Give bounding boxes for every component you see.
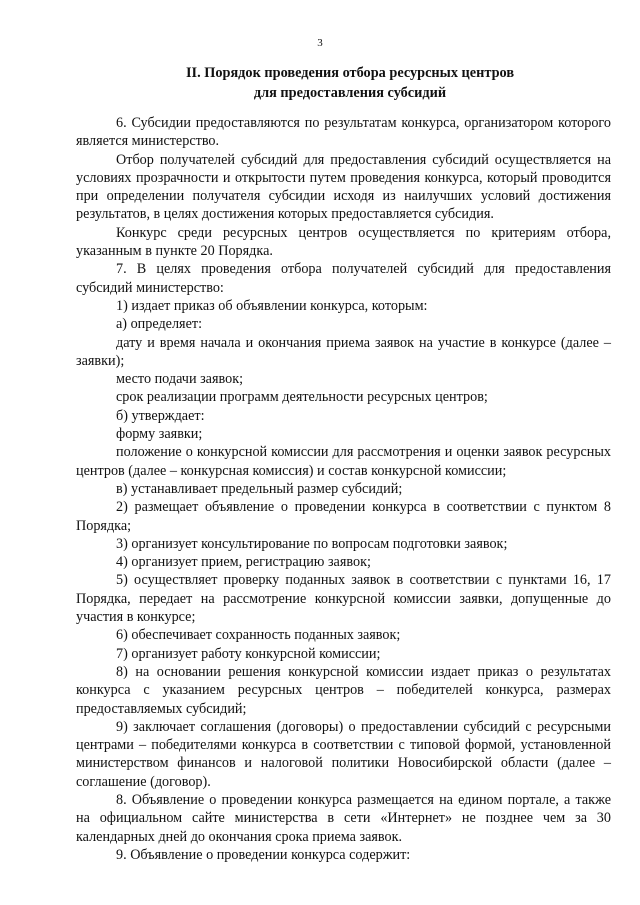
paragraph: Конкурс среди ресурсных центров осуществляется по критериям отбора, указанным в пункте 20 Порядка.: [76, 224, 611, 260]
paragraph: в) устанавливает предельный размер субсидий;: [116, 480, 403, 497]
paragraph: 8. Объявление о проведении конкурса размещается на едином портале, а также на официальном сайте министерства в сети «Интернет» не позднее чем за 30 календарных дней до окончания срока приема заявок.: [76, 791, 611, 845]
paragraph: 9) заключает соглашения (договоры) о предоставлении субсидий с ресурсными центрами – победителями конкурса в соответствии с типовой формой, установленной министерством финансов и налоговой политики Новосибирской области (далее – соглашение (договор).: [76, 718, 611, 790]
paragraph: 7. В целях проведения отбора получателей субсидий для предоставления субсидий министерство:: [76, 261, 611, 296]
paragraph: срок реализации программ деятельности ресурсных центров;: [116, 389, 488, 406]
paragraph: 9. Объявление о проведении конкурса содержит:: [116, 846, 411, 863]
paragraph: 7) организует работу конкурсной комиссии;: [116, 645, 381, 662]
page-number: 3: [317, 37, 323, 49]
paragraph: место подачи заявок;: [116, 371, 244, 388]
paragraph: 2) размещает объявление о проведении конкурса в соответствии с пунктом 8 Порядка;: [76, 499, 611, 534]
paragraph: положение о конкурсной комиссии для рассмотрения и оценки заявок ресурсных центров (далее – конкурсная комиссия) и состав конкурсной комиссии;: [76, 444, 611, 479]
paragraph: а) определяет:: [116, 316, 203, 333]
paragraph: 3) организует консультирование по вопросам подготовки заявок;: [116, 535, 508, 552]
paragraph: 6) обеспечивает сохранность поданных заявок;: [116, 627, 401, 644]
paragraph: 5) осуществляет проверку поданных заявок в соответствии с пунктами 16, 17 Порядка, передает на рассмотрение конкурсной комиссии заявки, допущенные до участия в конкурсе;: [76, 572, 611, 626]
section-heading-line-2: для предоставления субсидий: [253, 85, 447, 101]
section-heading-line-1: II. Порядок проведения отбора ресурсных центров: [185, 65, 515, 81]
section-heading: [80, 63, 620, 103]
document-body: [76, 114, 611, 864]
paragraph: дату и время начала и окончания приема заявок на участие в конкурсе (далее – заявки);: [76, 334, 611, 369]
paragraph: б) утверждает:: [116, 407, 205, 424]
paragraph: форму заявки;: [116, 426, 203, 443]
paragraph: 8) на основании решения конкурсной комиссии издает приказ о результатах конкурса с указанием ресурсных центров – победителей конкурса, размерах предоставляемых субсидий;: [76, 663, 611, 717]
paragraph: Отбор получателей субсидий для предоставления субсидий осуществляется на условиях прозрачности и открытости путем проведения конкурса, который проводится при определении получателя субсидии исходя из наилучших условий достижения результатов, в целях достижения которых предоставляется субсидия.: [76, 151, 611, 223]
paragraph: 6. Субсидии предоставляются по результатам конкурса, организатором которого является министерство.: [76, 115, 611, 150]
paragraph: 1) издает приказ об объявлении конкурса, которым:: [116, 297, 428, 314]
paragraph: 4) организует прием, регистрацию заявок;: [116, 554, 371, 571]
